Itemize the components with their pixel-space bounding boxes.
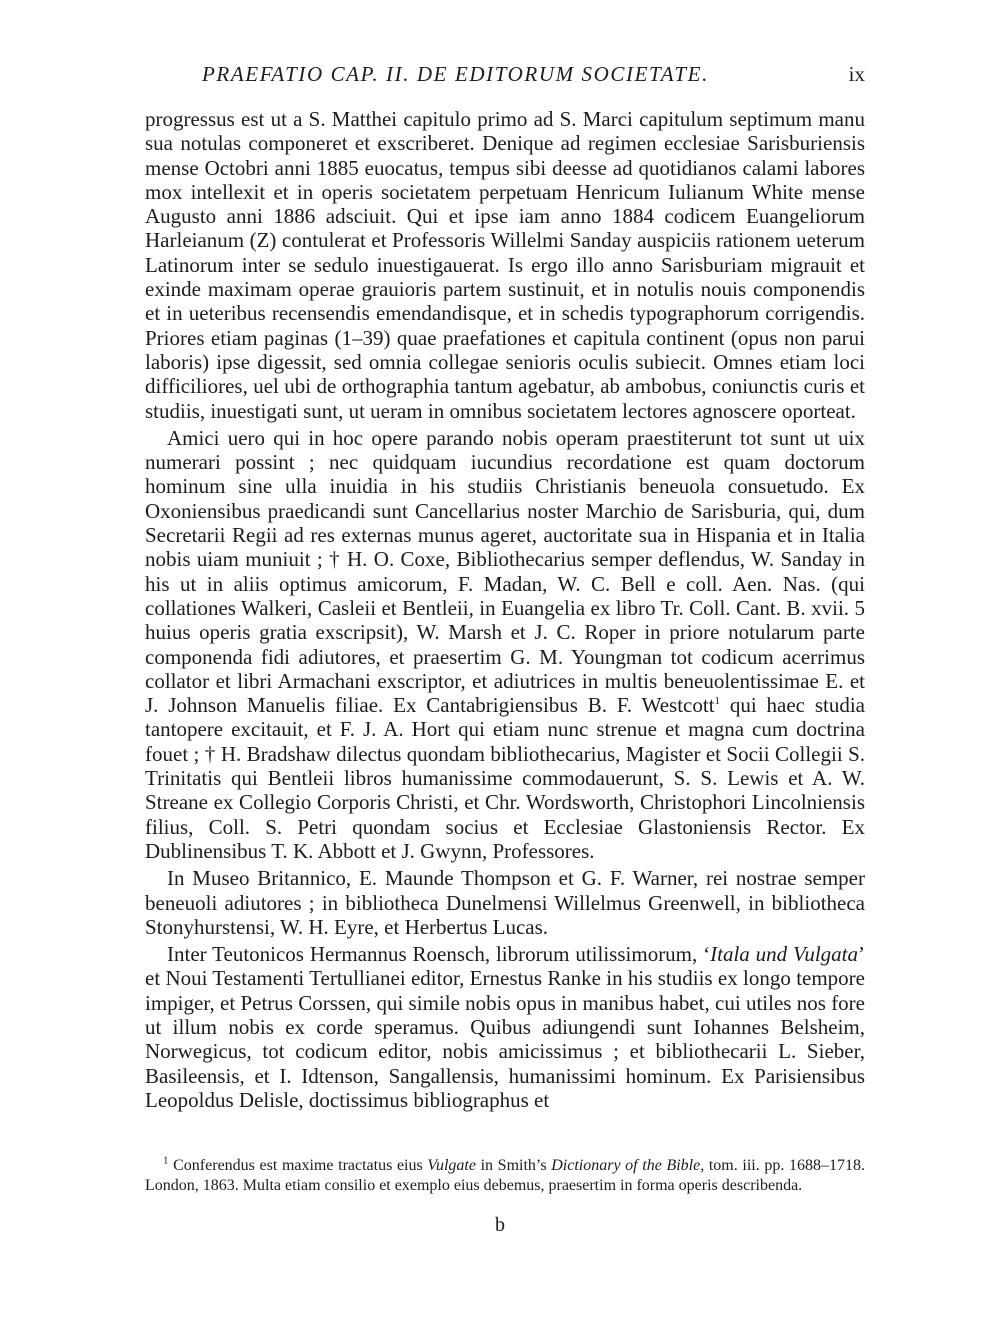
page-header xyxy=(145,62,865,94)
paragraph-2-text-b: qui haec studia tantopere excitauit, et F. J. A. Hort qui etiam nunc strenue et magna cum doctrina fouet ; † H. Bradshaw dilectus quondam bibliothecarius, Magister et Socii Collegii S. Trinitatis qui Bentleii libros humanissime commodauerunt, S. S. Lewis et A. W. Streane ex Collegio Corporis Christi, et Chr. Wordsworth, Christophori Lincolniensis filius, Coll. S. Petri quondam socius et Ecclesiae Glastoniensis Rector. Ex Dublinensibus T. K. Abbott et J. Gwynn, Professores. xyxy=(145,693,865,863)
paragraph-1: progressus est ut a S. Matthei capitulo primo ad S. Marci capitulum septimum manu sua notulas componeret et exscriberet. Denique ad regimen ecclesiae Sarisburiensis mense Octobri anni 1885 euocatus, tempus sibi deesse ad quotidianos calami labores mox intellexit et in operis societatem perpetuam Henricum Iulianum White mense Augusto anni 1886 adsciuit. Qui et ipse iam anno 1884 codicem Euangeliorum Harleianum (Z) contulerat et Professoris Willelmi Sanday auspiciis rationem ueterum Latinorum inter se sedulo inuestigauerat. Is ergo illo anno Sarisburiam migrauit et exinde maximam operae grauioris partem sustinuit, et in notulis nouis componendis et in ueteribus recensendis emendandisque, et in schedis typographorum corrigendis. Priores etiam paginas (1–39) quae praefationes et capitula continent (opus non parui laboris) ipse digessit, sed omnia collegae senioris oculis subiecit. Omnes etiam loci difficiliores, uel ubi de orthographia tantum agebatur, ab ambobus, coniunctis curis et studiis, inuestigati sunt, ut ueram in omnibus societatem lectores agnoscere oporteat. xyxy=(145,107,865,423)
paragraph-4 xyxy=(145,942,865,1112)
paragraph-3: In Museo Britannico, E. Maunde Thompson et G. F. Warner, rei nostrae semper beneuoli adiutores ; in bibliotheca Dunelmensi Willelmus Greenwell, in bibliotheca Stonyhurstensi, W. H. Eyre, et Herbertus Lucas. xyxy=(145,866,865,939)
footnote-text-a: Conferendus est maxime tractatus eius xyxy=(168,1157,428,1174)
paragraph-4-text-b: ’ et Noui Testamenti Tertullianei editor, Ernestus Ranke in his studiis ex longo tempore impiger, et Petrus Corssen, qui simile nobis opus in manibus habet, cui utiles nos fore ut illum nobis ex corde speramus. Quibus adiungendi sunt Iohannes Belsheim, Norwegicus, tot codicum editor, nobis amicissimus ; et bibliothecarii L. Sieber, Basileensis, et I. Idtenson, Sangallensis, humanissimi hominum. Ex Parisiensibus Leopoldus Delisle, doctissimus bibliographus et xyxy=(145,942,865,1112)
footnote-marker: 1 xyxy=(163,1154,169,1167)
footnote-text xyxy=(145,1156,865,1196)
footnote-text-c: , tom. iii. pp. 1688–1718. London, 1863. Multa etiam consilio et exemplo eius debemus, praesertim in forma operis describenda. xyxy=(145,1157,865,1194)
paragraph-2-text-a: Amici uero qui in hoc opere parando nobis operam praestiterunt tot sunt ut uix numerari possint ; nec quidquam iucundius recordatione est quam doctorum hominum sine ulla inuidia in his studiis Christianis beneuola consuetudo. Ex Oxoniensibus praedicandi sunt Cancellarius noster Marchio de Sarisburia, qui, dum Secretarii Regii ad res externas munus ageret, auctoritate sua in Hispania et in Italia nobis uiam muniuit ; † H. O. Coxe, Bibliothecarius semper deflendus, W. Sanday in his ut in aliis optimus amicorum, F. Madan, W. C. Bell e coll. Aen. Nas. (qui collationes Walkeri, Casleii et Bentleii, in Euangelia ex libro Tr. Coll. Cant. B. xvii. 5 huius operis gratia exscripsit), W. Marsh et J. C. Roper in priore notularum parte componenda fidi adiutores, et praesertim G. M. Youngman tot codicum acerrimus collator et libri Armachani exscriptor, et adiutrices in multis beneuolentissimae E. et J. Johnson Manuelis filiae. Ex Cantabrigiensibus B. F. Westcott xyxy=(145,425,865,718)
paragraph-4-text-a: Inter Teutonicos Hermannus Roensch, librorum utilissimorum, ‘ xyxy=(167,942,711,967)
paragraph-2 xyxy=(145,426,865,863)
footnote-title-dictionary: Dictionary of the Bible xyxy=(551,1157,701,1174)
page-number: ix xyxy=(848,62,865,86)
footnote-reference: 1 xyxy=(714,695,721,708)
book-title-itala: Itala und Vulgata xyxy=(710,942,858,967)
footnote xyxy=(145,1156,865,1196)
signature-mark: b xyxy=(495,1214,505,1236)
footnote-text-b: in Smith’s xyxy=(475,1157,552,1174)
footnote-title-vulgate: Vulgate xyxy=(427,1157,476,1174)
running-head: PRAEFATIO CAP. II. DE EDITORUM SOCIETATE. xyxy=(202,62,709,86)
body-text xyxy=(145,107,865,1112)
